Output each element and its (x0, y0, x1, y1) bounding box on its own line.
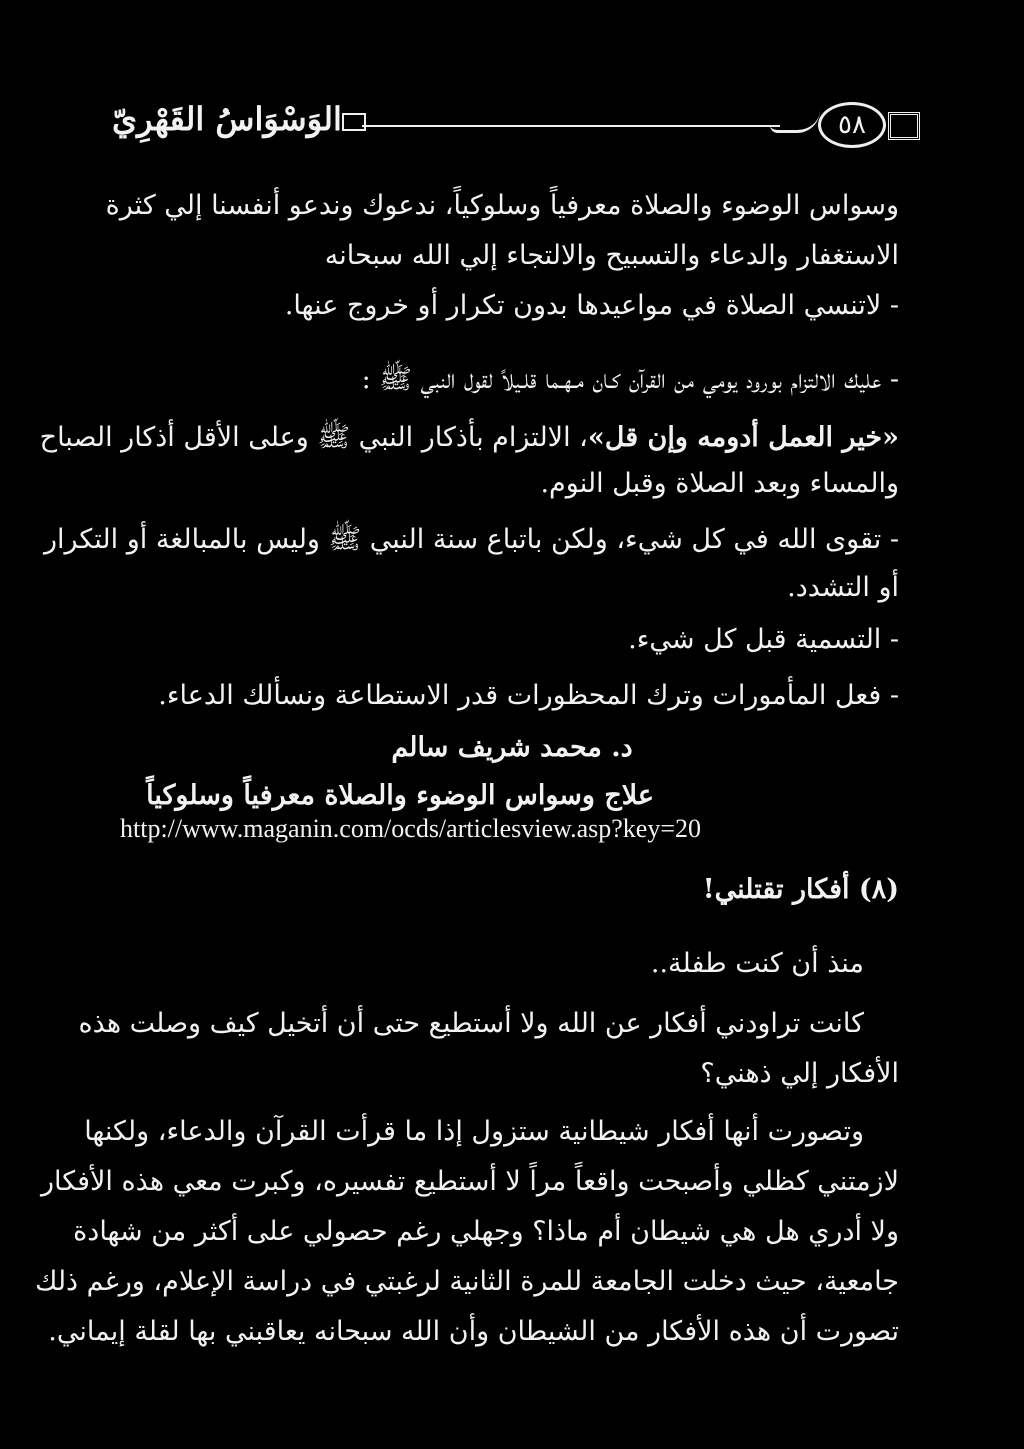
page-number: ٥٨ (818, 102, 886, 148)
text-line: الأفكار إلي ذهني؟ (700, 1058, 899, 1089)
hadith-quote: «خير العمل أدومه وإن قل» (587, 422, 899, 453)
bullet-item: - التسمية قبل كل شيء. (628, 624, 899, 655)
text-line: وسواس الوضوء والصلاة معرفياً وسلوكياً، ندعوك وندعو أنفسنا إلي كثرة (105, 190, 899, 221)
text-line: الاستغفار والدعاء والتسبيح والالتجاء إلي الله سبحانه (324, 240, 899, 271)
running-title (112, 100, 372, 138)
bullet-item: - تقوى الله في كل شيء، ولكن باتباع سنة النبي ﷺ وليس بالمبالغة أو التكرار (43, 524, 899, 555)
book-title: الوَسْوَاسُ القَهْرِيّ (112, 100, 342, 138)
header-rule (362, 125, 780, 127)
bullet-item: - فعل المأمورات وترك المحظورات قدر الاستطاعة ونسألك الدعاء. (158, 680, 899, 711)
running-header (112, 96, 920, 156)
text-line: والمساء وبعد الصلاة وقبل النوم. (540, 468, 899, 499)
bullet-item (39, 418, 899, 458)
text-line: ولا أدري هل هي شيطان أم ماذا؟ وجهلي رغم حصولي على أكثر من شهادة (73, 1216, 899, 1247)
text-span: ، الالتزام بأذكار النبي ﷺ وعلى الأقل أذكار الصباح (39, 422, 588, 453)
source-article-title: علاج وسواس الوضوء والصلاة معرفياً وسلوكياً (146, 780, 654, 811)
corner-ornament-icon (888, 112, 920, 140)
source-author: د. محمد شريف سالم (391, 732, 633, 763)
source-url: http://www.maganin.com/ocds/articlesview.asp?key=20 (120, 814, 701, 843)
bullet-item: - لاتنسي الصلاة في مواعيدها بدون تكرار أو خروج عنها. (284, 290, 899, 321)
text-line: منذ أن كنت طفلة.. (650, 948, 864, 979)
section-heading: (٨) أفكار تقتلني! (702, 874, 899, 905)
text-line: لازمتني كظلي وأصبحت واقعاً مراً لا أستطيع تفسيره، وكبرت معي هذه الأفكار (40, 1166, 899, 1197)
text-line: أو التشدد. (787, 572, 899, 603)
text-line: وتصورت أنها أفكار شيطانية ستزول إذا ما قرأت القرآن والدعاء، ولكنها (84, 1116, 864, 1147)
flourish-icon (770, 110, 820, 133)
bullet-item: - عليك الالتزام بورود يومي من القرآن كـان مـهـما قلـيلاً لقول النبي ﷺ : (361, 364, 899, 395)
text-line: تصورت أن هذه الأفكار من الشيطان وأن الله سبحانه يعاقبني بها لقلة إيماني. (48, 1316, 899, 1347)
text-line: جامعية، حيث دخلت الجامعة للمرة الثانية لرغبتي في دراسة الإعلام، ورغم ذلك (35, 1266, 899, 1297)
ornament-icon (342, 113, 366, 131)
text-line: كانت تراودني أفكار عن الله ولا أستطيع حتى أن أتخيل كيف وصلت هذه (78, 1008, 864, 1039)
